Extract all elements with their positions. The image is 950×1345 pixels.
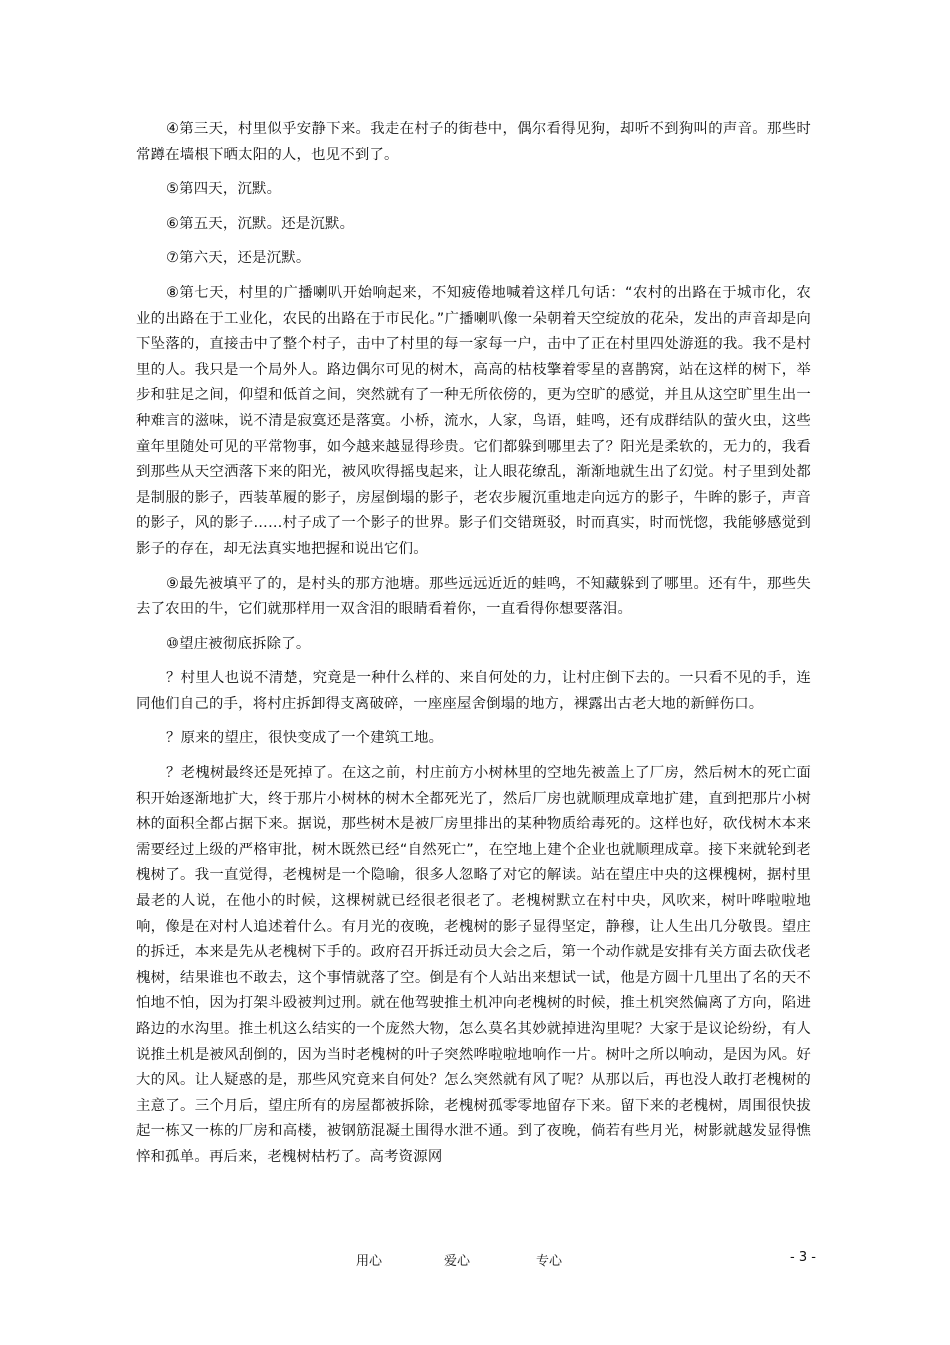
paragraph-8: ⑧第七天，村里的广播喇叭开始响起来，不知疲倦地喊着这样几句话：“农村的出路在于城市化，农业的出路在于工业化，农民的出路在于市民化。”广播喇叭像一朵朝着天空绽放的花朵，发出的声音却是向下坠落的，直接击中了整个村子，击中了村里的每一家每一户，击中了正在村里四处游逛的我。我不是村里的人。我只是一个局外人。路边偶尔可见的树木，高高的枯枝擎着零星的喜鹊窝，站在这样的树下，举步和驻足之间，仰望和低首之间，突然就有了一种无所依傍的，更为空旷的感觉，并且从这空旷里生出一种难言的滋味，说不清是寂寞还是落寞。小桥，流水，人家，鸟语，蛙鸣，还有成群结队的萤火虫，这些童年里随处可见的平常物事，如今越来越显得珍贵。它们都躲到哪里去了？阳光是柔软的，无力的，我看到那些从天空洒落下来的阳光，被风吹得摇曳起来，让人眼花缭乱，渐渐地就生出了幻觉。村子里到处都是制服的影子，西装革履的影子，房屋倒塌的影子，老农步履沉重地走向远方的影子，牛眸的影子，声音的影子，风的影子……村子成了一个影子的世界。影子们交错斑驳，时而真实，时而恍惚，我能够感觉到影子的存在，却无法真实地把握和说出它们。 — [136, 284, 811, 557]
paragraph-7: ⑦第六天，还是沉默。 — [166, 250, 311, 267]
document-body — [136, 117, 811, 1180]
page-footer — [0, 1250, 950, 1270]
paragraph-11: ？村里人也说不清楚，究竟是一种什么样的、来自何处的力，让村庄倒下去的。一只看不见的手，连同他们自己的手，将村庄拆卸得支离破碎，一座座屋舍倒塌的地方，裸露出古老大地的新鲜伤口。 — [136, 670, 811, 712]
paragraph-12: ？原来的望庄，很快变成了一个建筑工地。 — [166, 730, 444, 747]
paragraph-5: ⑤第四天，沉默。 — [166, 181, 282, 198]
footer-text-zhuanxin: 专心 — [536, 1254, 563, 1269]
paragraph-6: ⑥第五天，沉默。还是沉默。 — [166, 215, 355, 232]
paragraph-9: ⑨最先被填平了的，是村头的那方池塘。那些远远近近的蛙鸣，不知藏躲到了哪里。还有牛，那些失去了农田的牛，它们就那样用一双含泪的眼睛看着你，一直看得你想要落泪。 — [136, 575, 811, 618]
paragraph-4: ④第三天，村里似乎安静下来。我走在村子的街巷中，偶尔看得见狗，却听不到狗叫的声音。那些时常蹲在墙根下晒太阳的人，也见不到了。 — [136, 121, 811, 163]
page-number: - 3 - — [790, 1250, 816, 1265]
paragraph-10: ⑩望庄被彻底拆除了。 — [166, 635, 311, 652]
footer-text-aixin: 爱心 — [444, 1254, 471, 1269]
paragraph-13: ？老槐树最终还是死掉了。在这之前，村庄前方小树林里的空地先被盖上了厂房，然后树木的死亡面积开始逐渐地扩大，终于那片小树林的树木全都死光了，然后厂房也就顺理成章地扩建，直到把那片小树林的面积全都占据下来。据说，那些树木是被厂房里排出的某种物质给毒死的。这样也好，砍伐树木本来需要经过上级的严格审批，树木既然已经“自然死亡”，在空地上建个企业也就顺理成章。接下来就轮到老槐树了。我一直觉得，老槐树是一个隐喻，很多人忽略了对它的解读。站在望庄中央的这棵槐树，据村里最老的人说，在他小的时候，这棵树就已经很老很老了。老槐树默立在村中央，风吹来，树叶哗啦啦地响，像是在对村人追述着什么。有月光的夜晚，老槐树的影子显得坚定，静穆，让人生出几分敬畏。望庄的拆迁，本来是先从老槐树下手的。政府召开拆迁动员大会之后，第一个动作就是安排有关方面去砍伐老槐树，结果谁也不敢去，这个事情就落了空。倒是有个人站出来想试一试，他是方圆十几里出了名的天不怕地不怕，因为打架斗殴被判过刑。就在他驾驶推土机冲向老槐树的时候，推土机突然偏离了方向，陷进路边的水沟里。推土机这么结实的一个庞然大物，怎么莫名其妙就掉进沟里呢？大家于是议论纷纷，有人说推土机是被风刮倒的，因为当时老槐树的叶子突然哗啦啦地响作一片。树叶之所以响动，是因为风。好大的风。让人疑惑的是，那些风究竟来自何处？怎么突然就有风了呢？从那以后，再也没人敢打老槐树的主意了。三个月后，望庄所有的房屋都被拆除，老槐树孤零零地留存下来。留下来的老槐树，周围很快拔起一栋又一栋的厂房和高楼，被钢筋混凝土围得水泄不通。到了夜晚，倘若有些月光，树影就越发显得憔悴和孤单。再后来，老槐树枯朽了。高考资源网 — [136, 765, 811, 1165]
footer-text-yongxin: 用心 — [356, 1254, 383, 1269]
